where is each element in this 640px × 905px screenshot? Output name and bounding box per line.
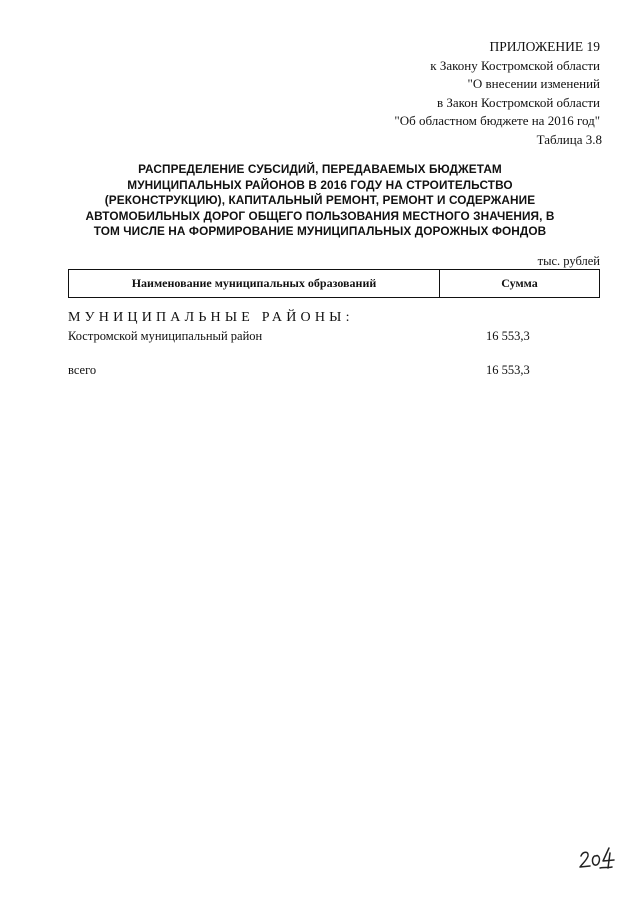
- row-name: всего: [68, 363, 97, 377]
- column-header-sum: Сумма: [501, 276, 538, 290]
- section-label: МУНИЦИПАЛЬНЫЕ РАЙОНЫ:: [68, 310, 354, 325]
- column-header-name: Наименование муниципальных образований: [69, 270, 440, 297]
- document-title: РАСПРЕДЕЛЕНИЕ СУБСИДИЙ, ПЕРЕДАВАЕМЫХ БЮДЖЕТАМ МУНИЦИПАЛЬНЫХ РАЙОНОВ В 2016 ГОДУ НА СТРОИТЕЛЬСТВО (РЕКОНСТРУКЦИЮ), КАПИТАЛЬНЫЙ РЕМОНТ, РЕМОНТ И СОДЕРЖАНИЕ АВТОМОБИЛЬНЫХ ДОРОГ ОБЩЕГО ПОЛЬЗОВАНИЯ МЕСТНОГО ЗНАЧЕНИЯ, В ТОМ ЧИСЛЕ НА ФОРМИРОВАНИЕ МУНИЦИПАЛЬНЫХ ДОРОЖНЫХ ФОНДОВ: [85, 162, 555, 239]
- table-number: Таблица 3.8: [536, 132, 602, 147]
- appendix-line-1: к Закону Костромской области: [430, 57, 600, 73]
- appendix-label: ПРИЛОЖЕНИЕ 19: [489, 39, 600, 54]
- row-name: Костромской муниципальный район: [68, 329, 263, 343]
- handwritten-page-number: [578, 842, 618, 872]
- row-value: 16 553,3: [486, 363, 530, 377]
- units-label: тыс. рублей: [537, 254, 600, 268]
- appendix-header: [340, 38, 600, 131]
- appendix-line-2: "О внесении изменений: [467, 76, 600, 91]
- row-value: 16 553,3: [486, 329, 530, 343]
- appendix-line-4: "Об областном бюджете на 2016 год": [394, 113, 600, 128]
- appendix-line-3: в Закон Костромской области: [436, 94, 600, 110]
- handwritten-page-number-mark: [578, 842, 618, 872]
- table-header: [68, 269, 600, 298]
